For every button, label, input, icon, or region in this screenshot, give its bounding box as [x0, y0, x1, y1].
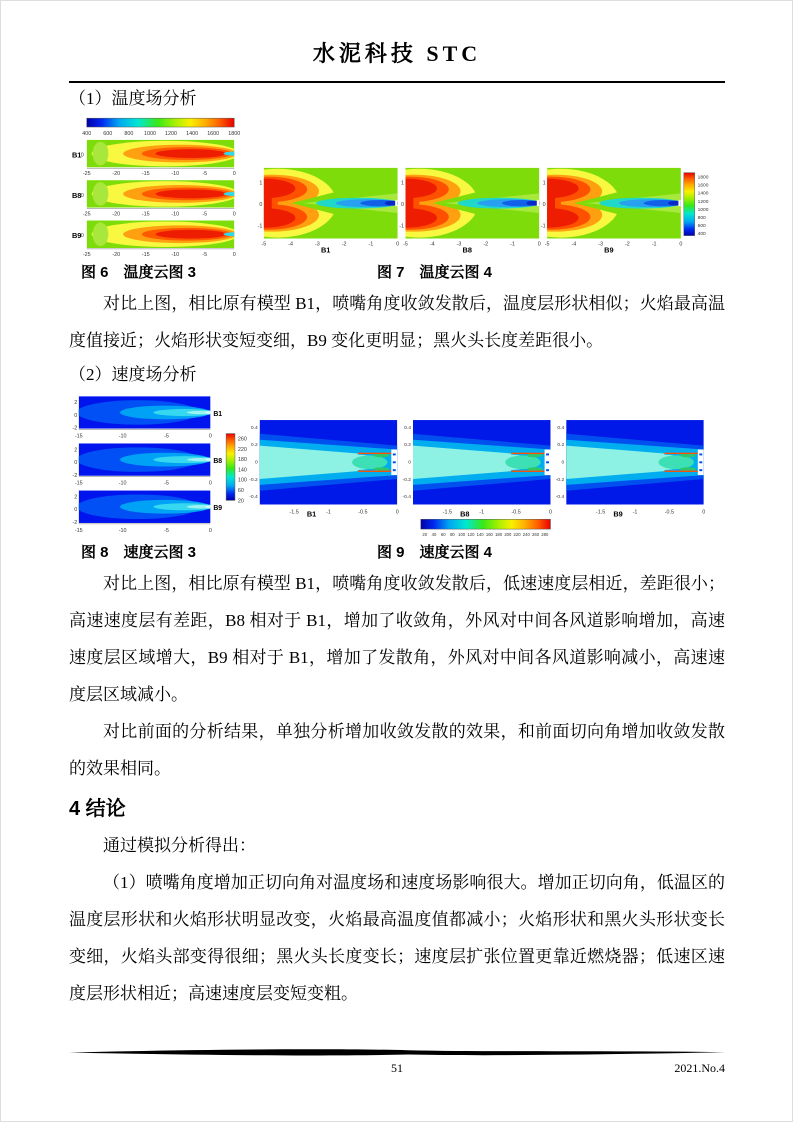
tick-label: -1 [257, 223, 263, 230]
tick-label: -1.5 [595, 509, 605, 516]
tick-label: 1 [400, 180, 404, 187]
paragraph-velocity-analysis: 对比上图，相比原有模型 B1，喷嘴角度收敛发散后，低速速度层相近，差距很小；高速速度层有差距，B8 相对于 B1，增加了收敛角，外风对中间各风道影响增加，高速速度层区域增大，B9 相对于 B1，增加了发散角，外风对中间各风道影响减小，高速速度层区域减小。 [69, 574, 725, 704]
tick-label: 0 [232, 171, 236, 178]
tick-label: 20 [237, 498, 244, 505]
fig9-panel-B1 [249, 420, 398, 518]
tick-label: 1 [259, 180, 263, 187]
tick-label: 1400 [186, 130, 199, 137]
tick-label: 0 [701, 509, 705, 516]
tick-label: -0.2 [402, 477, 411, 483]
tick-label: 260 [237, 436, 247, 443]
panel-label: B1 [71, 150, 82, 160]
tick-label: 1400 [697, 191, 709, 197]
paragraph-comparison: 对比前面的分析结果，单独分析增加收敛发散的效果，和前面切向角增加收敛发散的效果相同。 [69, 722, 725, 778]
tick-label: -25 [82, 171, 91, 178]
tick-label: 0 [208, 433, 212, 440]
tick-label: 0 [542, 202, 546, 209]
tick-label: -5 [164, 527, 169, 534]
tick-label: -15 [141, 251, 150, 258]
fig9-colorbar-labels [422, 532, 549, 537]
fig9-panel-B8 [402, 420, 551, 518]
tick-label: -20 [112, 251, 121, 258]
fig6-strip-B1 [72, 140, 251, 177]
tick-label: -5 [202, 251, 208, 258]
tick-label: 1800 [697, 175, 709, 181]
tick-label: -1 [368, 241, 374, 248]
fig9-yticks-3 [555, 425, 564, 500]
fig8-xticks-2 [75, 481, 212, 487]
fig9-caption: 图 9 速度云图 4 [377, 544, 493, 561]
journal-title: 水泥科技 STC [312, 41, 482, 66]
tick-label: 1000 [697, 207, 709, 213]
conclusion-heading: 4 结论 [69, 798, 126, 820]
tick-label: -2 [72, 519, 78, 526]
tick-label: 0.4 [250, 425, 258, 431]
panel-label: B1 [320, 245, 331, 255]
panel-label: B9 [71, 231, 82, 241]
tick-label: 0 [407, 460, 411, 466]
tick-label: -4 [429, 241, 435, 248]
tick-label: 800 [124, 130, 134, 137]
caption-row-2 [69, 541, 725, 565]
tick-label: 1800 [228, 130, 241, 137]
figure-6-temperature-contour [71, 115, 258, 261]
tick-label: -0.5 [357, 509, 368, 516]
tick-label: 1600 [207, 130, 220, 137]
fig6-xticks-3 [83, 252, 236, 258]
fig9-xticks-3 [596, 509, 705, 515]
tick-label: -10 [171, 171, 180, 178]
tick-label: -10 [118, 527, 127, 534]
tick-label: -5 [544, 241, 550, 248]
tick-label: 0 [537, 241, 541, 248]
tick-label: 0 [208, 527, 212, 534]
fig6-colorbar [82, 118, 240, 137]
tick-label: -25 [82, 251, 91, 258]
tick-label: 260 [531, 531, 539, 537]
tick-label: 220 [513, 531, 521, 537]
fig7-panel-B1 [258, 168, 401, 255]
tick-label: 1 [542, 180, 546, 187]
y-tick: 0 [80, 152, 84, 159]
tick-label: 600 [103, 130, 113, 137]
tick-label: 0 [254, 460, 258, 466]
tick-label: -0.2 [248, 477, 258, 483]
fig6-caption: 图 6 温度云图 3 [81, 264, 197, 281]
figure-row-velocity [69, 391, 725, 541]
tick-label: 2 [74, 447, 78, 454]
tick-label: -10 [118, 433, 127, 440]
tick-label: -1 [399, 223, 404, 230]
tick-label: -0.2 [555, 477, 564, 483]
fig7-yticks-1 [258, 180, 262, 229]
tick-label: 200 [503, 531, 512, 537]
tick-label: -15 [74, 433, 83, 440]
fig6-strip-B9 [72, 220, 251, 257]
tick-label: 140 [476, 531, 484, 537]
panel-label: B1 [306, 509, 316, 519]
fig6-colorbar-labels [82, 131, 240, 137]
tick-label: -5 [202, 211, 208, 218]
tick-label: -10 [171, 211, 180, 218]
tick-label: -5 [202, 171, 208, 178]
figure-row-temperature [69, 115, 725, 261]
caption-row-1 [69, 261, 725, 285]
fig7-yticks-3 [541, 180, 546, 229]
tick-label: -1 [325, 509, 331, 516]
tick-label: -5 [402, 241, 408, 248]
fig9-xticks-2 [442, 509, 551, 515]
section-2-heading: （2）速度场分析 [69, 365, 197, 384]
tick-label: 100 [237, 477, 247, 484]
page-footer [69, 1048, 725, 1077]
figure-9-velocity-contour [242, 417, 725, 541]
tick-label: -4 [288, 241, 293, 248]
tick-label: -0.4 [248, 495, 258, 501]
fig9-xticks-1 [289, 509, 398, 515]
tick-label: 140 [237, 467, 247, 474]
tick-label: -0.4 [402, 495, 411, 501]
page-number: 51 [391, 1061, 403, 1075]
tick-label: 2 [74, 494, 78, 501]
panel-label: B9 [613, 509, 623, 519]
tick-label: 160 [485, 531, 493, 537]
tick-label: -3 [598, 241, 603, 248]
panel-label: B8 [71, 190, 82, 200]
tick-label: 1200 [165, 130, 178, 137]
fig6-strip-B8 [72, 180, 251, 217]
tick-label: 20 [422, 531, 427, 537]
tick-label: 0 [208, 480, 212, 487]
tick-label: 0.4 [557, 425, 564, 431]
tick-label: 0 [232, 251, 236, 258]
tick-label: 2 [74, 400, 78, 407]
tick-label: -1 [509, 241, 515, 248]
tick-label: 1600 [697, 183, 709, 189]
tick-label: -10 [118, 480, 127, 487]
tick-label: 60 [237, 488, 244, 495]
tick-label: -0.5 [511, 509, 521, 516]
paragraph-temperature-analysis: 对比上图，相比原有模型 B1，喷嘴角度收敛发散后，温度层形状相似；火焰最高温度值接近；火焰形状变短变细，B9 变化更明显；黑火头长度差距很小。 [69, 294, 725, 350]
fig7-colorbar-labels [697, 175, 708, 237]
panel-label: B1 [213, 410, 223, 418]
tick-label: 240 [522, 531, 530, 537]
tick-label: 80 [449, 531, 455, 537]
conclusion-item-1: （1）喷嘴角度增加正切向角对温度场和速度场影响很大。增加正切向角，低温区的温度层形状和火焰形状明显改变，火焰最高温度值都减小；火焰形状和黑火头形状变长变细，火焰头部变得很细；黑火头长度变长；速度层扩张位置更靠近燃烧器；低速区速度层形状相近；高速速度层变短变粗。 [69, 873, 725, 1003]
tick-label: -2 [341, 241, 347, 248]
tick-label: 0 [679, 241, 683, 248]
tick-label: 0 [395, 509, 399, 516]
tick-label: -0.5 [664, 509, 674, 516]
footer-texts [69, 1059, 725, 1077]
tick-label: -1 [478, 509, 484, 516]
fig9-yticks-1 [249, 425, 258, 500]
fig8-yticks-1 [72, 400, 77, 432]
fig8-strip-B8 [72, 443, 222, 486]
tick-label: -15 [74, 527, 83, 534]
tick-label: -15 [74, 480, 83, 487]
tick-label: 0 [396, 241, 400, 248]
tick-label: 0 [74, 460, 78, 467]
tick-label: -0.4 [555, 495, 564, 501]
fig6-xticks-1 [83, 171, 236, 177]
tick-label: 0 [561, 460, 564, 466]
fig7-caption: 图 7 温度云图 4 [377, 264, 493, 281]
fig8-xticks-1 [75, 434, 212, 440]
tick-label: -15 [141, 211, 150, 218]
tick-label: 60 [440, 531, 446, 537]
tick-label: 220 [237, 446, 247, 453]
tick-label: -1 [632, 509, 638, 516]
tick-label: 600 [697, 223, 706, 229]
fig9-yticks-2 [402, 425, 411, 500]
panel-label: B8 [462, 245, 472, 255]
tick-label: -20 [112, 211, 121, 218]
panel-label: B8 [213, 458, 223, 466]
fig8-xticks-3 [75, 528, 212, 534]
fig7-yticks-2 [399, 180, 404, 229]
tick-label: 0 [259, 202, 263, 209]
tick-label: -3 [314, 241, 320, 248]
tick-label: 280 [540, 531, 548, 537]
tick-label: 40 [431, 531, 436, 537]
tick-label: 180 [237, 457, 247, 464]
fig6-xticks-2 [83, 212, 236, 218]
tick-label: -10 [171, 251, 180, 258]
tick-label: 400 [697, 232, 706, 238]
footer-rule [69, 1048, 725, 1057]
figure-8-velocity-contour [65, 391, 252, 541]
fig8-caption: 图 8 速度云图 3 [81, 544, 197, 561]
tick-label: -5 [164, 433, 169, 440]
section-1-heading: （1）温度场分析 [69, 89, 197, 108]
tick-label: -25 [82, 211, 91, 218]
tick-label: -1 [651, 241, 657, 248]
tick-label: -2 [72, 425, 78, 432]
tick-label: 400 [82, 130, 92, 137]
tick-label: 0.2 [557, 443, 564, 449]
fig9-colorbar [420, 519, 550, 537]
tick-label: -5 [261, 241, 267, 248]
fig9-panel-B9 [555, 420, 704, 518]
tick-label: 1000 [143, 130, 156, 137]
tick-label: 0.2 [250, 443, 258, 449]
tick-label: 0.2 [403, 443, 411, 449]
tick-label: 1200 [697, 199, 709, 205]
tick-label: 0 [74, 507, 78, 514]
tick-label: 0 [548, 509, 552, 516]
panel-label: B8 [459, 509, 470, 519]
tick-label: 120 [467, 531, 475, 537]
tick-label: -2 [483, 241, 489, 248]
tick-label: 800 [697, 215, 706, 221]
tick-label: -2 [624, 241, 630, 248]
tick-label: -20 [112, 171, 121, 178]
fig8-strip-B9 [72, 491, 222, 534]
tick-label: 0 [74, 412, 78, 419]
y-tick: 0 [80, 192, 84, 199]
tick-label: 0 [232, 211, 236, 218]
tick-label: -1 [540, 223, 546, 230]
fig8-yticks-3 [72, 494, 77, 526]
tick-label: 0 [400, 202, 404, 209]
y-tick: 0 [80, 233, 84, 240]
tick-label: 100 [457, 531, 465, 537]
tick-label: -2 [72, 472, 78, 479]
fig8-strip-B1 [72, 396, 222, 439]
tick-label: -15 [141, 171, 150, 178]
fig8-yticks-2 [72, 447, 77, 479]
tick-label: 180 [494, 531, 502, 537]
tick-label: -4 [571, 241, 577, 248]
tick-label: -1.5 [289, 509, 299, 516]
tick-label: -3 [456, 241, 462, 248]
issue-number: 2021.No.4 [674, 1061, 725, 1075]
panel-label: B9 [604, 245, 614, 255]
tick-label: -5 [164, 480, 169, 487]
figure-7-temperature-contour [258, 165, 725, 261]
tick-label: 0.4 [403, 425, 411, 431]
conclusion-lead: 通过模拟分析得出： [103, 836, 256, 855]
fig7-colorbar [684, 173, 709, 237]
panel-label: B9 [213, 505, 223, 513]
tick-label: -1.5 [442, 509, 452, 516]
